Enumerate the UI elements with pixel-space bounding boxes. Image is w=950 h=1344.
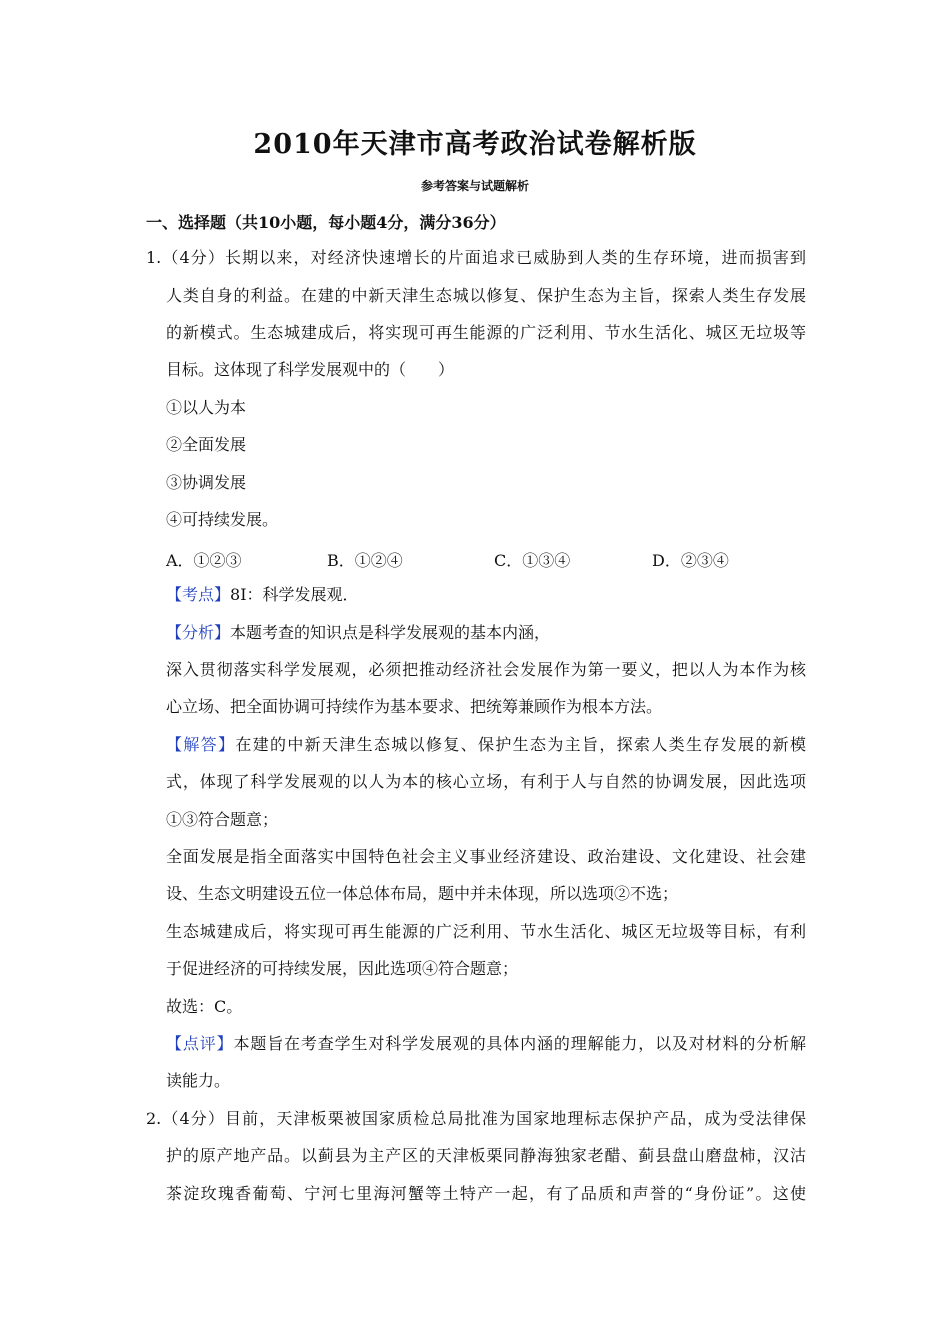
- document-title: 2010年天津市高考政治试卷解析版: [253, 129, 697, 160]
- q1-jieda: [166, 735, 806, 755]
- q1-item: ①以人为本: [166, 398, 247, 417]
- dianping-tag: 【点评】: [166, 1034, 234, 1053]
- fenxi-tag: 【分析】: [166, 623, 231, 642]
- q1-item: ④可持续发展。: [166, 510, 279, 529]
- q1-option-b: B．①②④: [327, 551, 403, 570]
- q1-kaodian: [166, 585, 359, 605]
- q1-item: ③协调发展: [166, 473, 247, 492]
- q1-option-a: A．①②③: [166, 551, 242, 570]
- q1-jieda-line: 于促进经济的可持续发展，因此选项④符合题意；: [166, 959, 519, 978]
- q1-fenxi-line: 心立场、把全面协调可持续作为基本要求、把统筹兼顾作为根本方法。: [166, 697, 663, 716]
- q1-jieda-line: ①③符合题意；: [166, 810, 279, 829]
- document-subtitle: 参考答案与试题解析: [420, 179, 529, 193]
- q1-jieda-line: 设、生态文明建设五位一体总体布局，题中并未体现，所以选项②不选；: [166, 884, 679, 903]
- q2-stem-line: 茶淀玫瑰香葡萄、宁河七里海河蟹等土特产一起，有了品质和声誉的“身份证”。这使: [166, 1184, 806, 1203]
- kaodian-tag: 【考点】: [166, 585, 231, 604]
- q1-stem-line: 人类自身的利益。在建的中新天津生态城以修复、保护生态为主旨，探索人类生存发展: [166, 286, 806, 305]
- jieda-tag: 【解答】: [166, 735, 236, 754]
- q1-fenxi: [166, 623, 550, 643]
- q1-stem-line: 1.（4分）长期以来，对经济快速增长的片面追求已威胁到人类的生存环境，进而损害到: [146, 248, 806, 267]
- q1-dianping-line: 读能力。: [166, 1071, 231, 1090]
- q1-stem-line: 目标。这体现了科学发展观中的（ ）: [166, 360, 455, 379]
- q1-item: ②全面发展: [166, 435, 247, 454]
- q1-jieda-line: 全面发展是指全面落实中国特色社会主义事业经济建设、政治建设、文化建设、社会建: [166, 847, 806, 866]
- kaodian-text: 8I：科学发展观．: [230, 585, 359, 604]
- section-heading: 一、选择题（共10小题，每小题4分，满分36分）: [146, 213, 506, 232]
- dianping-text: 本题旨在考查学生对科学发展观的具体内涵的理解能力，以及对材料的分析解: [233, 1034, 806, 1053]
- q2-stem-line: 护的原产地产品。以蓟县为主产区的天津板栗同静海独家老醋、蓟县盘山磨盘柿，汉沽: [166, 1146, 806, 1165]
- q1-stem-line: 的新模式。生态城建成后，将实现可再生能源的广泛利用、节水生活化、城区无垃圾等: [166, 323, 806, 342]
- q1-jieda-line: 式，体现了科学发展观的以人为本的核心立场，有利于人与自然的协调发展，因此选项: [166, 772, 806, 791]
- q1-fenxi-line: 深入贯彻落实科学发展观，必须把推动经济社会发展作为第一要义，把以人为本作为核: [166, 660, 806, 679]
- q1-jieda-line: 生态城建成后，将实现可再生能源的广泛利用、节水生活化、城区无垃圾等目标，有利: [166, 922, 806, 941]
- q1-option-c: C．①③④: [494, 551, 571, 570]
- fenxi-text: 本题考查的知识点是科学发展观的基本内涵，: [230, 623, 551, 642]
- q1-option-d: D．②③④: [652, 551, 729, 570]
- jieda-text: 在建的中新天津生态城以修复、保护生态为主旨，探索人类生存发展的新模: [235, 735, 806, 754]
- q2-stem-line: 2.（4分）目前，天津板栗被国家质检总局批准为国家地理标志保护产品，成为受法律保: [146, 1109, 806, 1128]
- q1-answer: 故选：C。: [166, 997, 243, 1016]
- q1-dianping: [166, 1034, 806, 1054]
